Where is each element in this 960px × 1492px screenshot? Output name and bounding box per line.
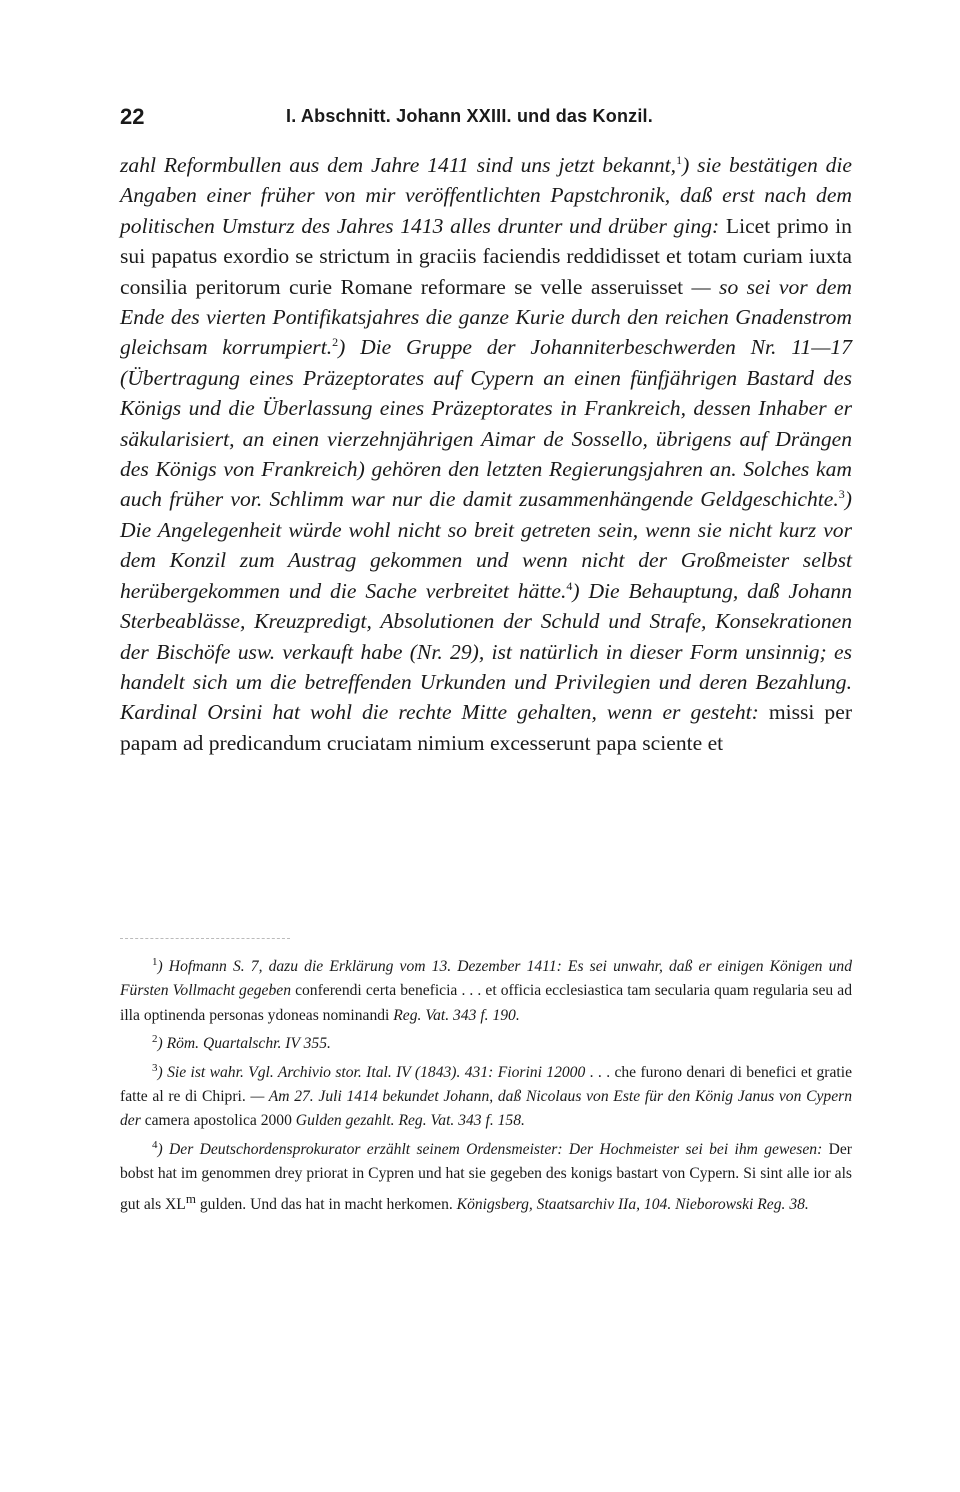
footnote-quote: camera apostolica 2000 [144,1112,292,1130]
footnote-text: — Am 27. Juli 1414 bekundet Johann, daß Nicolaus von Este für den König Janus von Cypern der [120,1088,852,1130]
latin-quote: Licet primo in sui papatus exordio se strictum in graciis faciendis reddidisset et totam curiam iuxta consilia peritorum curie Romane reformare se velle asseruisset [120,213,852,299]
text-run: ) Die Behauptung, daß Johann Sterbeablässe, Kreuzpredigt, Absolutionen der Schuld und Strafe, Konsekrationen der Bischöfe usw. verkauft habe (Nr. 29), ist natürlich in dieser Form unsinnig; es handelt sich um die betreffenden Urkunden und Privilegien und deren Bezahlung. Kardinal Orsini hat wohl die rechte Mitte gehalten, wenn er gesteht: [120,578,852,725]
footnote-text: Gulden gezahlt. Reg. Vat. 343 f. 158. [291,1112,525,1130]
paragraph [120,150,852,758]
footnote [120,1138,852,1217]
text-run: ) sie bestätigen die Angaben einer früher von mir veröffentlichten Papstchronik, daß erst nach dem politischen Umsturz des Jahres 1413 alles drunter und drüber ging: [120,153,853,238]
footnotes [120,955,852,1221]
footnote-quote: gulden. Und das hat in macht herkomen. [195,1195,453,1213]
footnote-text: ) Hofmann S. 7, dazu die Erklärung vom 13. Dezember 1411: Es sei unwahr, daß er einigen Königen und Fürsten Vollmacht gegeben [120,958,852,1000]
chapter-title: I. Abschnitt. Johann XXIII. und das Konzil. [286,106,653,126]
footnote-text: Reg. Vat. 343 f. 190. [389,1006,520,1024]
footnote-quote: conferendi certa beneficia . . . et officia ecclesiastica tam secularia quam regularia seu ad illa optinenda personas ydoneas nominandi [120,982,852,1024]
footnote [120,1061,852,1134]
footnote-ref: 2 [332,335,339,350]
text-run: zahl Reformbullen aus dem Jahre 1411 sind uns jetzt bekannt, [120,153,677,177]
footnote-mark: 2 [152,1033,158,1046]
footnote-text: ) Sie ist wahr. Vgl. Archivio stor. Ital. IV (1843). 431: Fiorini 12000 [157,1063,586,1081]
text-run: ) Die Gruppe der Johanniterbeschwerden Nr. 11—17 (Übertragung eines Präzeptorates auf Cypern an einen fünfjährigen Bastard des Königs und die Überlassung eines Präzeptorates in Frankreich, dessen Inhaber er säkularisiert, an einen vierzehnjährigen Aimar de Sossello, übrigens auf Drängen des Königs von Frankreich) gehören den letzten Regierungsjahren an. Solches kam auch früher vor. Schlimm war nur die damit zusammenhängende Geldgeschichte. [120,335,853,512]
footnote-quote: . . . che furono denari di benefici et gratie fatte al re di Chipri. [120,1063,852,1106]
footnote-ref: 4 [566,578,573,593]
main-text [120,150,852,758]
running-head [120,104,850,138]
page-number: 22 [120,104,145,129]
footnote-divider [120,938,290,939]
text-run: ) Die Angelegenheit würde wohl nicht so breit getreten sein, wenn sie nicht kurz vor dem Konzil zum Austrag gekommen und wenn nicht der Großmeister selbst herübergekommen und die Sache verbreitet hätte. [120,487,852,603]
footnote-text: ) Röm. Quartalschr. IV 355. [157,1035,331,1053]
footnote-ref: 3 [838,487,845,502]
footnote-superscript: m [185,1190,196,1206]
footnote [120,955,852,1028]
footnote [120,1032,852,1056]
footnote-mark: 3 [152,1061,158,1074]
latin-quote: missi per papam ad predicandum cruciatam nimium excesserunt papa sciente et [120,700,853,755]
footnote-text: ) Der Deutschordensprokurator erzählt seinem Ordensmeister: Der Hochmeister sei bei ihm gewesen: [157,1140,829,1158]
footnote-ref: 1 [676,152,683,167]
footnote-mark: 1 [152,955,158,968]
footnote-quote: Der bobst hat im genommen drey priorat in Cypren und hat sie gegeben des konigs bastart von Cypern. Si sint alle ior als gut als XL [120,1140,852,1213]
text-run: — so sei vor dem Ende des vierten Pontifikatsjahres die ganze Kurie durch den reichen Gnadenstrom gleichsam korrumpiert. [120,274,853,360]
footnote-mark: 4 [152,1138,158,1151]
footnote-text: Königsberg, Staatsarchiv IIa, 104. Nieborowski Reg. 38. [452,1195,809,1213]
